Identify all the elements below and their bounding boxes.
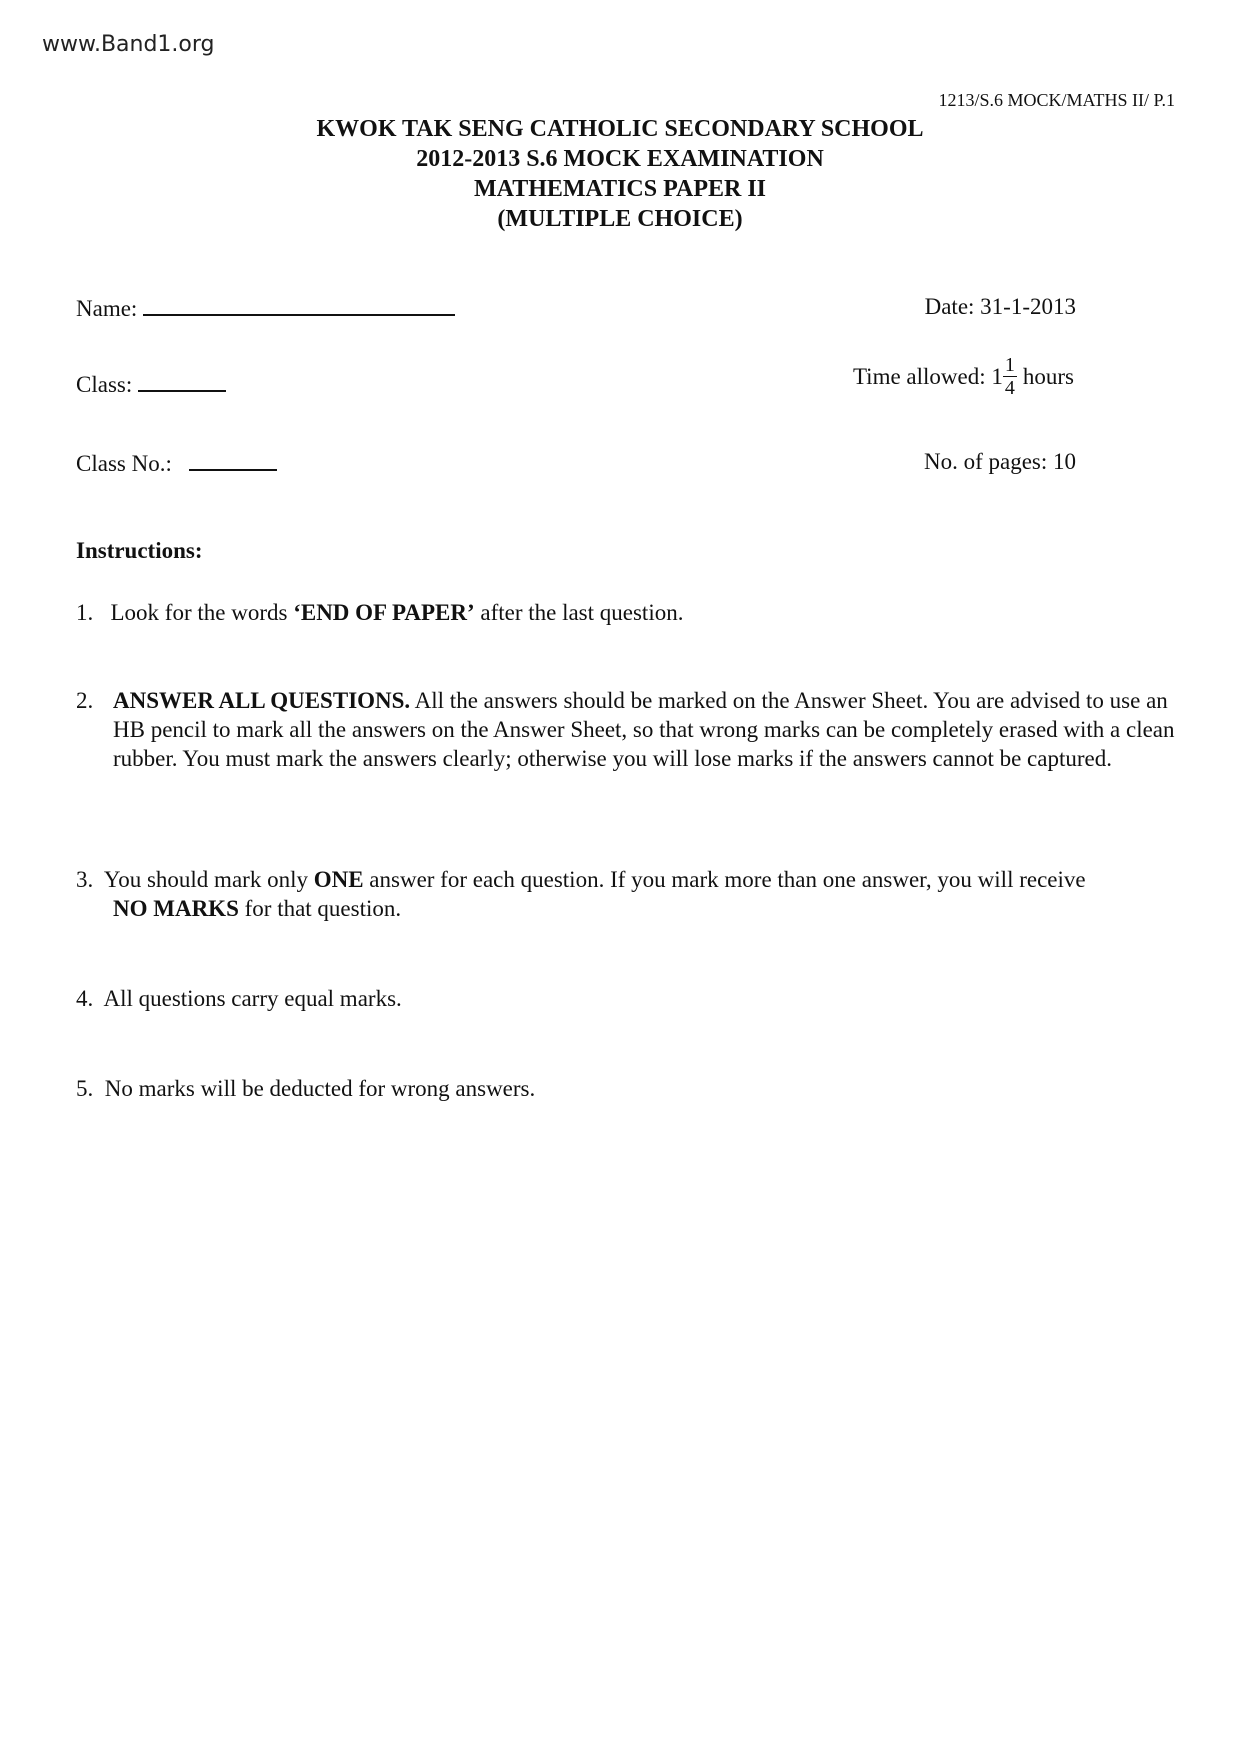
exam-title: 2012-2013 S.6 MOCK EXAMINATION — [416, 146, 824, 172]
item-bold: ANSWER ALL QUESTIONS. — [113, 688, 411, 713]
name-field — [76, 294, 455, 322]
item-number: 4. — [76, 986, 94, 1011]
fraction — [1003, 354, 1017, 399]
class-field — [76, 370, 226, 398]
instruction-1 — [76, 598, 1176, 627]
item-number: 3. — [76, 867, 94, 892]
date: Date: 31-1-2013 — [924, 294, 1076, 319]
item-text: Look for the words — [110, 600, 294, 625]
item-text: after the last question. — [474, 600, 684, 625]
item-number: 5. — [76, 1076, 94, 1101]
paper-title: MATHEMATICS PAPER II — [473, 176, 766, 202]
class-no-label: Class No.: — [76, 451, 172, 476]
paper-type: (MULTIPLE CHOICE) — [497, 206, 743, 232]
instruction-3 — [76, 865, 1176, 923]
school-name: KWOK TAK SENG CATHOLIC SECONDARY SCHOOL — [316, 116, 924, 142]
item-number: 2. — [76, 688, 94, 713]
item-text: All the answers should be marked on the Answer Sheet. You are advised to use an HB pencil to mark all the answers on the Answer Sheet, so that wrong marks can be completely erased with a clean rubber. You must mark the answers clearly; otherwise you will lose marks if the answers cannot be captured. — [113, 688, 1175, 771]
name-label: Name: — [76, 296, 138, 321]
item-number: 1. — [76, 600, 94, 625]
time-prefix: Time allowed: 1 — [852, 363, 1003, 389]
item-bold: NO MARKS — [113, 896, 239, 921]
item-text: answer for each question. If you mark more than one answer, you will receive — [363, 867, 1086, 892]
instruction-5 — [76, 1074, 1176, 1103]
class-no-field — [76, 449, 277, 477]
name-blank — [143, 294, 455, 316]
reference-code: 1213/S.6 MOCK/MATHS II/ P.1 — [938, 90, 1175, 110]
instruction-4 — [76, 984, 1176, 1013]
item-bold: ONE — [313, 867, 364, 892]
item-text: for that question. — [238, 896, 402, 921]
instructions-heading: Instructions: — [76, 538, 203, 563]
fraction-denominator: 4 — [1004, 377, 1015, 399]
class-label: Class: — [76, 372, 133, 397]
item-text: You should mark only — [103, 867, 314, 892]
time-allowed — [853, 354, 1074, 399]
item-bold: ‘END OF PAPER’ — [293, 600, 475, 625]
page-count: No. of pages: 10 — [923, 449, 1076, 474]
fraction-numerator: 1 — [1004, 354, 1015, 376]
class-blank — [138, 370, 226, 392]
item-text: All questions carry equal marks. — [103, 986, 402, 1011]
item-text: No marks will be deducted for wrong answers. — [104, 1076, 536, 1101]
watermark-url: www.Band1.org — [42, 32, 215, 57]
instruction-2 — [76, 686, 1176, 773]
time-suffix: hours — [1022, 363, 1074, 389]
class-no-blank — [189, 449, 277, 471]
